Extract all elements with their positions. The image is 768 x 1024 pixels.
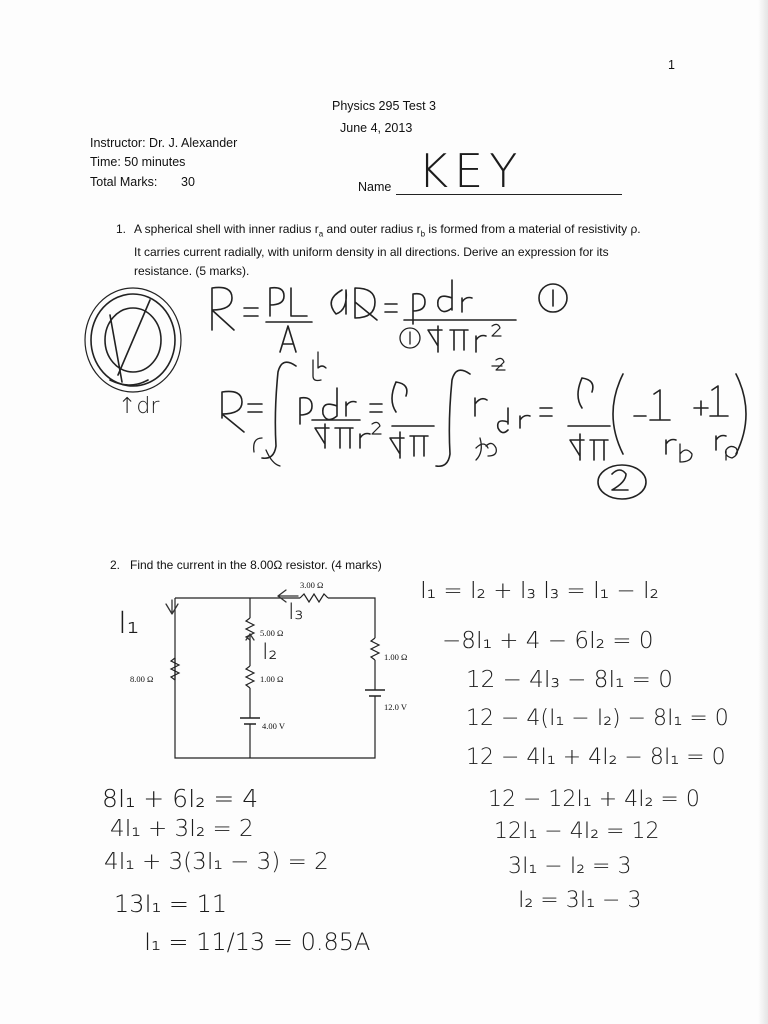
current-i1-label: I₁ [118, 606, 139, 641]
scan-edge-shadow [758, 0, 768, 1024]
time-line: Time: 50 minutes [90, 155, 186, 169]
work-right-line-3: 12 − 4I₃ − 8I₁ = 0 [466, 667, 673, 693]
work-left-line-1: 8I₁ + 6I₂ = 4 [102, 784, 259, 813]
resistor-5-label: 5.00 Ω [260, 628, 284, 638]
work-left-line-2: 4I₁ + 3I₂ = 2 [110, 816, 254, 842]
shell-sketch [85, 288, 181, 392]
work-right-line-1: I₁ = I₂ + I₃ I₃ = I₁ − I₂ [420, 578, 659, 604]
resistor-3-label: 3.00 Ω [300, 580, 324, 590]
work-right-line-7: 12I₁ − 4I₂ = 12 [494, 819, 660, 844]
work-right-line-2: −8I₁ + 4 − 6I₂ = 0 [442, 628, 654, 654]
resistor-8-label: 8.00 Ω [130, 674, 154, 684]
work-right-line-5: 12 − 4I₁ + 4I₂ − 8I₁ = 0 [466, 745, 726, 770]
page-number: 1 [668, 58, 675, 72]
marks-value: 30 [181, 175, 195, 189]
name-label: Name [358, 180, 392, 194]
test-date: June 4, 2013 [340, 121, 413, 135]
dr-arrow-label: ↑dr [118, 394, 160, 419]
q2-number: 2. [110, 558, 121, 572]
current-i3-label: I₃ [288, 600, 304, 625]
q1-handwritten-work [0, 270, 768, 510]
instructor-line: Instructor: Dr. J. Alexander [90, 136, 238, 150]
name-value: KEY [418, 144, 524, 198]
q1-line2: It carries current radially, with uniform density in all directions. Derive an expression for its [134, 245, 609, 260]
work-right-line-6: 12 − 12I₁ + 4I₂ = 0 [488, 787, 700, 812]
test-title: Physics 295 Test 3 [332, 99, 436, 113]
work-left-line-4: 13I₁ = 11 [114, 890, 228, 918]
work-right-line-4: 12 − 4(I₁ − I₂) − 8I₁ = 0 [466, 706, 729, 731]
battery-4v-label: 4.00 V [262, 721, 285, 731]
current-i2-label: I₂ [262, 640, 278, 665]
resistor-1-right-label: 1.00 Ω [384, 652, 408, 662]
q1-line3: resistance. (5 marks). [134, 264, 250, 279]
work-left-line-5: I₁ = 11/13 = 0.85A [144, 928, 371, 956]
marks-label: Total Marks: [90, 175, 158, 189]
q1-line1: A spherical shell with inner radius $r_a$ and outer radius $r_b$ is formed from a material of resistivity ρ. [134, 222, 641, 239]
q1-number: 1. [116, 222, 127, 236]
q2-text: Find the current in the 8.00Ω resistor. (4 marks) [130, 558, 382, 572]
work-left-line-3: 4I₁ + 3(3I₁ − 3) = 2 [104, 849, 329, 875]
work-right-line-8: 3I₁ − I₂ = 3 [508, 854, 632, 879]
resistor-1-mid-label: 1.00 Ω [260, 674, 284, 684]
work-right-line-9: I₂ = 3I₁ − 3 [518, 888, 642, 913]
battery-12v-label: 12.0 V [384, 702, 407, 712]
